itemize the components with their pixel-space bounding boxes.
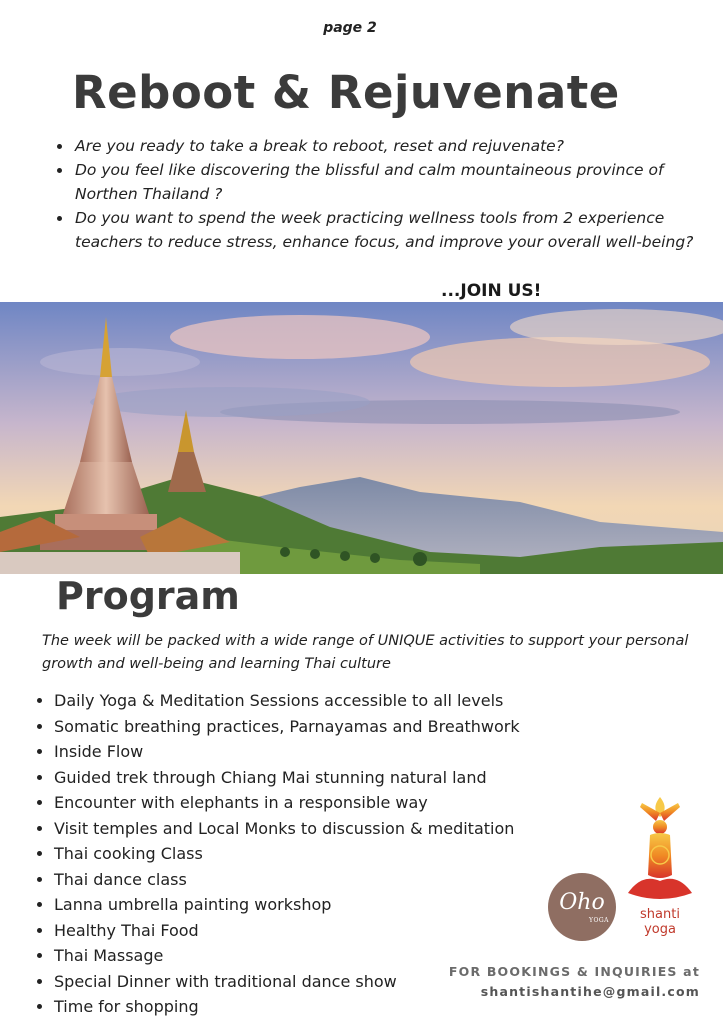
activity-item: • Thai cooking Class <box>54 841 574 867</box>
activity-item: • Special Dinner with traditional dance show <box>54 969 574 995</box>
temple-landscape-image <box>0 302 723 574</box>
activity-item: • Guided trek through Chiang Mai stunning natural land <box>54 765 574 791</box>
activity-item: • Visit temples and Local Monks to discussion & meditation <box>54 816 574 842</box>
bookings-info <box>420 962 700 1002</box>
program-heading: Program <box>56 574 240 618</box>
activity-item: • Encounter with elephants in a responsible way <box>54 790 574 816</box>
shanti-logo-line2: yoga <box>644 922 676 937</box>
intro-question: • Are you ready to take a break to reboot, reset and rejuvenate? <box>73 134 703 158</box>
activity-item: • Somatic breathing practices, Parnayamas and Breathwork <box>54 714 574 740</box>
page-title: Reboot & Rejuvenate <box>72 66 620 119</box>
join-us-text: ...JOIN US! <box>441 281 542 301</box>
activity-item: • Lanna umbrella painting workshop <box>54 892 574 918</box>
activity-item: • Thai dance class <box>54 867 574 893</box>
intro-question: • Do you feel like discovering the blissful and calm mountaineous province of Northen Thailand ? <box>73 158 703 206</box>
activity-item: • Thai Massage <box>54 943 574 969</box>
activity-item: • Inside Flow <box>54 739 574 765</box>
intro-question-list <box>55 134 703 254</box>
activity-item: • Time for shopping <box>54 994 574 1020</box>
oho-logo-text: Oho <box>559 890 605 915</box>
activity-item: • Healthy Thai Food <box>54 918 574 944</box>
bookings-email[interactable]: shantishantihe@gmail.com <box>480 984 700 999</box>
intro-question: • Do you want to spend the week practicing wellness tools from 2 experience teachers to reduce stress, enhance focus, and improve your overall well-being? <box>73 206 703 254</box>
oho-logo-subtext: YOGA <box>589 917 610 924</box>
activity-item: • Daily Yoga & Meditation Sessions accessible to all levels <box>54 688 574 714</box>
program-intro-text: The week will be packed with a wide range of UNIQUE activities to support your personal growth and well-being and learning Thai culture <box>42 633 689 672</box>
bookings-label: FOR BOOKINGS & INQUIRIES at <box>448 964 700 979</box>
shanti-logo-line1: shanti <box>640 907 680 922</box>
page-number: page 2 <box>323 20 377 36</box>
oho-yoga-logo <box>548 873 616 941</box>
shanti-yoga-text <box>622 907 698 937</box>
